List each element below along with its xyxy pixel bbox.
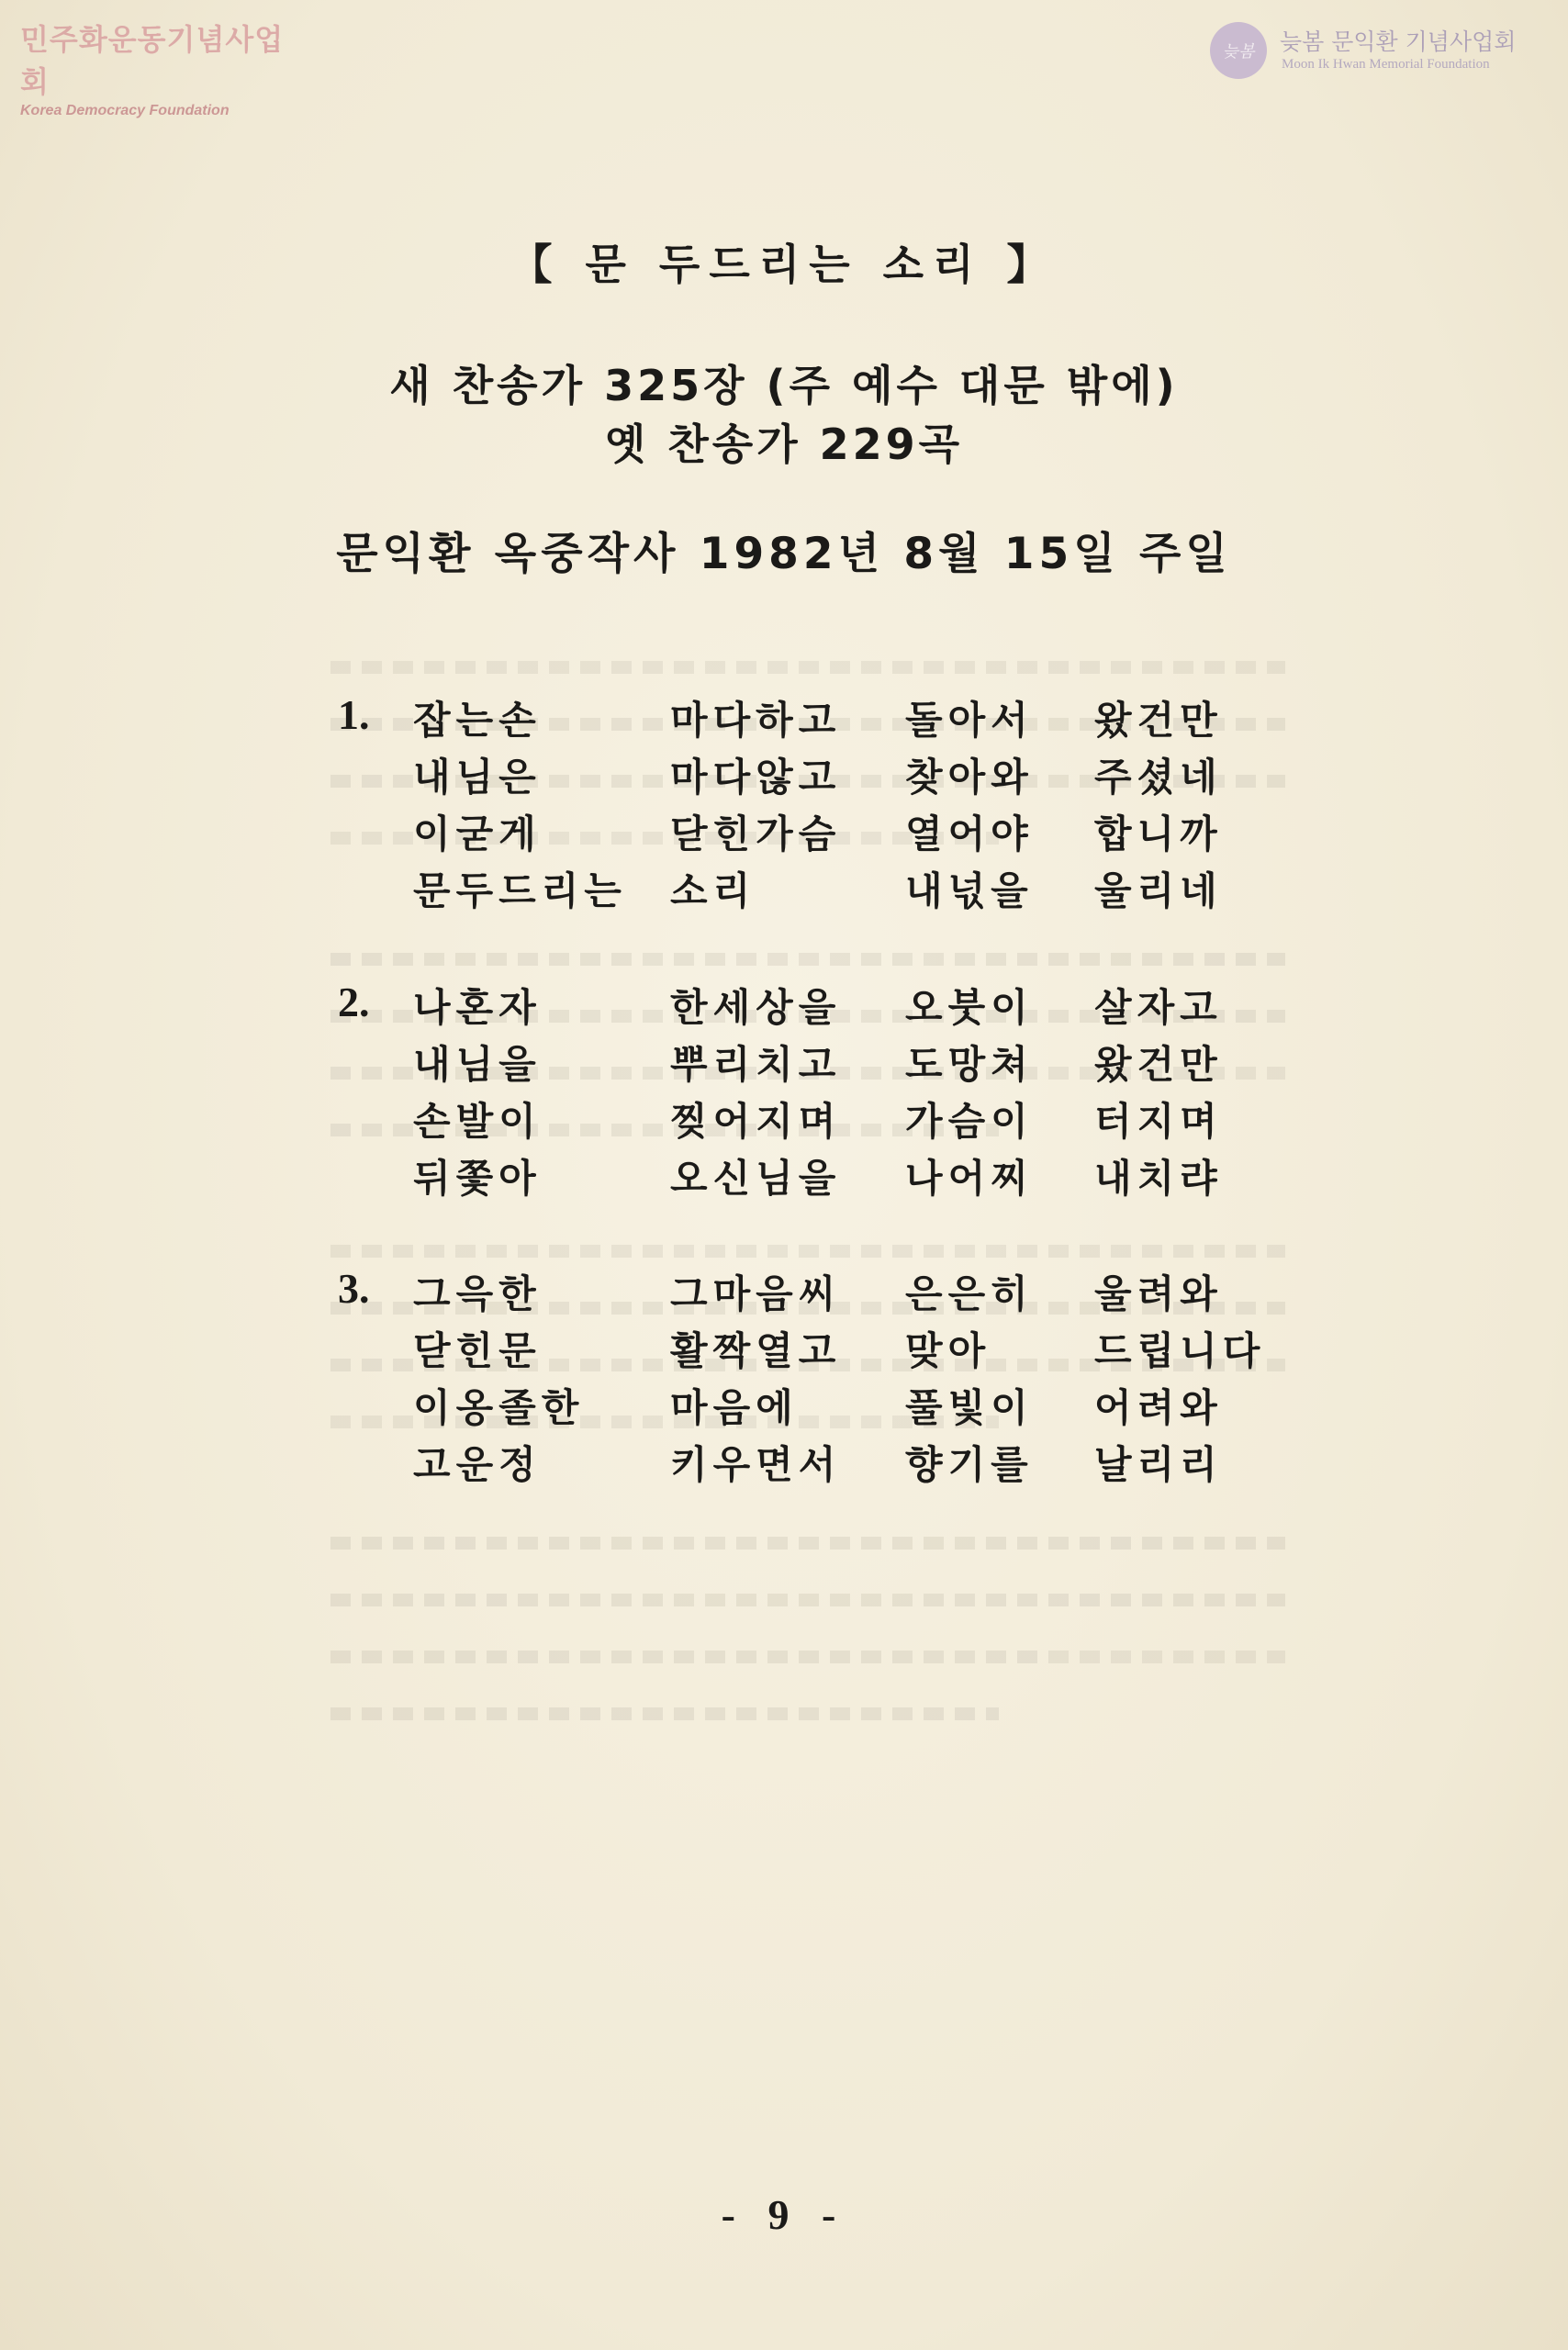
lyric-phrase: 울리네 xyxy=(1094,868,1223,913)
lyric-phrase: 뒤쫓아 xyxy=(413,1156,542,1201)
lyric-phrase: 열어야 xyxy=(905,811,1034,856)
seal-text: 늦봄 xyxy=(1222,42,1255,62)
lyric-phrase: 오신님을 xyxy=(670,1156,842,1201)
lyric-phrase: 한세상을 xyxy=(670,985,842,1030)
page-number: - 9 - xyxy=(721,2191,847,2238)
stanza-line xyxy=(338,978,1348,1035)
lyric-phrase: 내님은 xyxy=(413,755,542,800)
stanza-line xyxy=(338,804,1348,861)
author-line: 문익환 옥중작사 1982년 8월 15일 주일 xyxy=(336,529,1232,579)
lyric-phrase: 가슴이 xyxy=(905,1099,1034,1144)
lyric-phrase: 이굳게 xyxy=(413,811,542,856)
lyric-phrase: 그마음씨 xyxy=(670,1271,842,1316)
stanza-line xyxy=(338,1378,1348,1435)
lyric-phrase: 소리 xyxy=(670,868,756,913)
lyric-phrase: 마다않고 xyxy=(670,755,842,800)
lyric-phrase: 살자고 xyxy=(1094,985,1223,1030)
lyric-phrase: 그윽한 xyxy=(413,1271,542,1316)
stanza-line xyxy=(338,1148,1348,1205)
lyric-phrase: 찢어지며 xyxy=(670,1099,842,1144)
watermark-left-korean: 민주화운동기념사업회 xyxy=(20,22,285,99)
stanza-1 xyxy=(338,690,1348,918)
lyric-phrase: 맞아 xyxy=(905,1328,991,1373)
watermark-right-english: Moon Ik Hwan Memorial Foundation xyxy=(1282,57,1490,72)
hymn-reference-new: 새 찬송가 325장 (주 예수 대문 밖에) xyxy=(389,361,1179,410)
lyric-phrase: 찾아와 xyxy=(905,755,1034,800)
lyric-phrase: 키우면서 xyxy=(670,1442,842,1487)
stanza-line xyxy=(338,690,1348,747)
stanza-number: 3. xyxy=(338,1265,370,1312)
stanza-line xyxy=(338,1264,1348,1321)
lyric-phrase: 나혼자 xyxy=(413,985,542,1030)
lyric-phrase: 도망쳐 xyxy=(905,1042,1034,1087)
lyric-phrase: 어려와 xyxy=(1094,1385,1223,1430)
lyric-phrase: 문두드리는 xyxy=(413,868,627,913)
stanza-number: 1. xyxy=(338,691,370,738)
lyric-phrase: 닫힌가슴 xyxy=(670,811,842,856)
stanza-3 xyxy=(338,1264,1348,1492)
lyric-phrase: 오붓이 xyxy=(905,985,1034,1030)
foundation-seal-icon xyxy=(1210,22,1267,79)
lyric-phrase: 이옹졸한 xyxy=(413,1385,585,1430)
lyric-phrase: 드립니다 xyxy=(1094,1328,1266,1373)
watermark-right-korean: 늦봄 문익환 기념사업회 xyxy=(1280,28,1517,55)
lyric-phrase: 왔건만 xyxy=(1094,1042,1223,1087)
stanza-line xyxy=(338,1035,1348,1091)
lyric-phrase: 나어찌 xyxy=(905,1156,1034,1201)
lyric-phrase: 고운정 xyxy=(413,1442,542,1487)
stanza-number: 2. xyxy=(338,979,370,1025)
moon-ik-hwan-foundation-watermark xyxy=(1210,18,1559,83)
lyric-phrase: 은은히 xyxy=(905,1271,1034,1316)
lyric-phrase: 내넋을 xyxy=(905,868,1034,913)
stanza-line xyxy=(338,1321,1348,1378)
korea-democracy-foundation-watermark xyxy=(20,17,296,119)
stanza-line xyxy=(338,861,1348,918)
lyric-phrase: 터지며 xyxy=(1094,1099,1223,1144)
lyric-phrase: 왔건만 xyxy=(1094,698,1223,743)
stanza-line xyxy=(338,1435,1348,1492)
document-title: 【 문 두드리는 소리 】 xyxy=(510,240,1058,289)
hymn-reference-old: 옛 찬송가 229곡 xyxy=(604,420,964,469)
lyric-phrase: 마다하고 xyxy=(670,698,842,743)
lyric-phrase: 울려와 xyxy=(1094,1271,1223,1316)
lyric-phrase: 활짝열고 xyxy=(670,1328,842,1373)
lyric-phrase: 향기를 xyxy=(905,1442,1034,1487)
lyric-phrase: 합니까 xyxy=(1094,811,1223,856)
lyric-phrase: 내치랴 xyxy=(1094,1156,1223,1201)
lyric-phrase: 풀빛이 xyxy=(905,1385,1034,1430)
lyric-phrase: 돌아서 xyxy=(905,698,1034,743)
lyric-phrase: 잡는손 xyxy=(413,698,542,743)
stanza-2 xyxy=(338,978,1348,1205)
watermark-left-english: Korea Democracy Foundation xyxy=(20,103,230,118)
lyric-phrase: 날리리 xyxy=(1094,1442,1223,1487)
stanza-line xyxy=(338,747,1348,804)
lyric-phrase: 주셨네 xyxy=(1094,755,1223,800)
lyric-phrase: 닫힌문 xyxy=(413,1328,542,1373)
lyric-phrase: 뿌리치고 xyxy=(670,1042,842,1087)
lyric-phrase: 내님을 xyxy=(413,1042,542,1087)
lyric-phrase: 마음에 xyxy=(670,1385,799,1430)
stanza-line xyxy=(338,1091,1348,1148)
lyric-phrase: 손발이 xyxy=(413,1099,542,1144)
